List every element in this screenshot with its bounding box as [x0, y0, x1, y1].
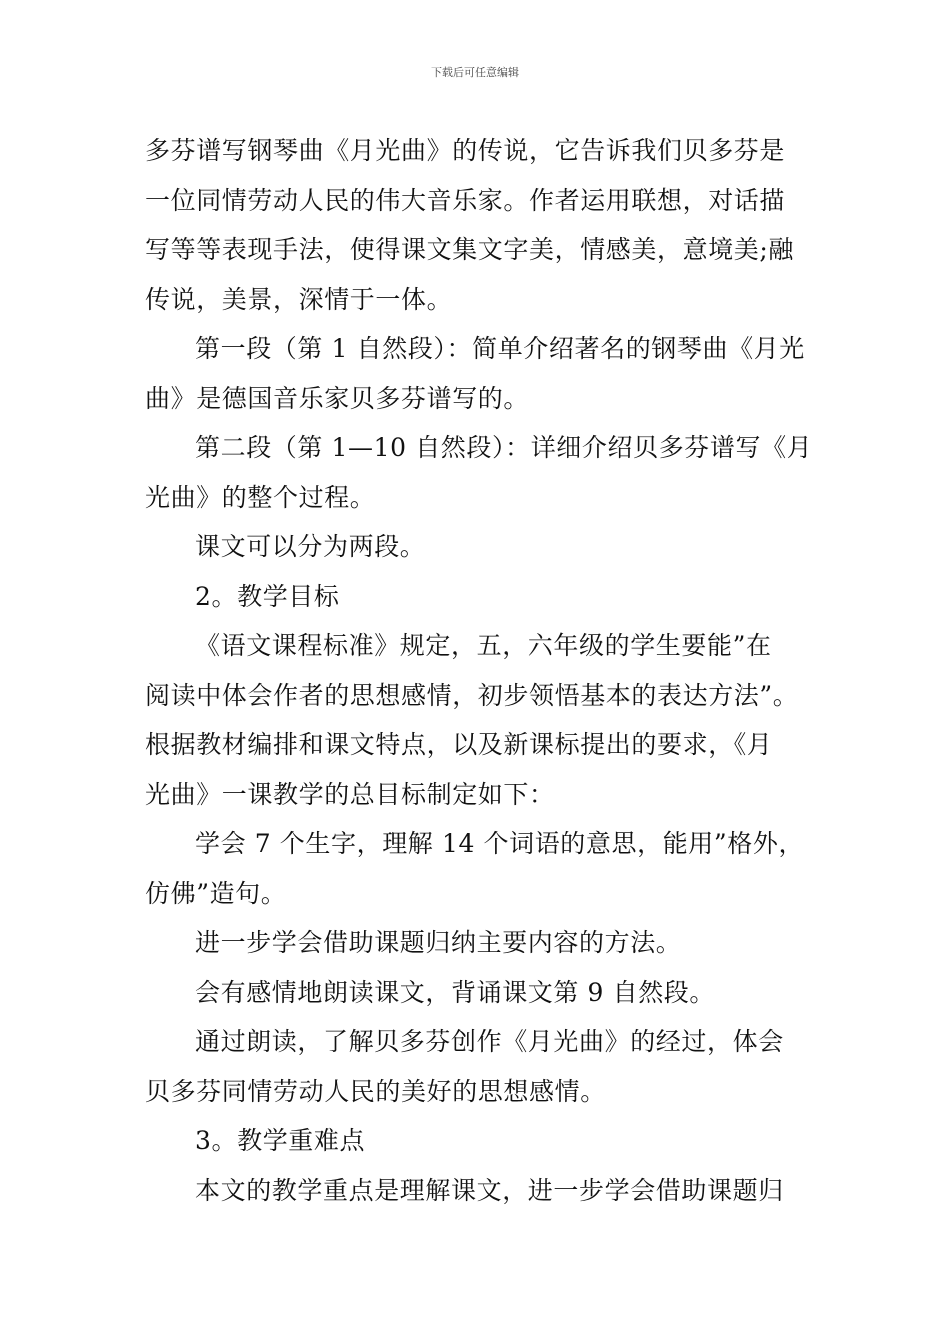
- text-line: 光曲》的整个过程。: [145, 482, 376, 512]
- text-line: 会有感情地朗读课文，背诵课文第 9 自然段。: [195, 977, 716, 1007]
- text-line: 通过朗读，了解贝多芬创作《月光曲》的经过，体会: [195, 1027, 784, 1056]
- text-line: 进一步学会借助课题归纳主要内容的方法。: [195, 928, 682, 957]
- text-line: 贝多芬同情劳动人民的美好的思想感情。: [145, 1076, 606, 1106]
- text-line: 光曲》一课教学的总目标制定如下：: [145, 779, 555, 809]
- text-line: 学会 7 个生字，理解 14 个词语的意思，能用”格外，: [195, 829, 805, 858]
- text-line: 第一段（第 1 自然段）：简单介绍著名的钢琴曲《月光: [195, 334, 805, 363]
- text-line: 阅读中体会作者的思想感情，初步领悟基本的表达方法”。: [145, 680, 799, 710]
- text-line: 3。教学重难点: [195, 1126, 366, 1155]
- text-line: 本文的教学重点是理解课文，进一步学会借助课题归: [195, 1175, 784, 1205]
- text-line: 根据教材编排和课文特点，以及新课标提出的要求，《月: [145, 730, 773, 759]
- text-line: 写等等表现手法，使得课文集文字美，情感美，意境美;融: [145, 235, 795, 264]
- text-line: 传说，美景，深情于一体。: [145, 284, 453, 314]
- text-line: 一位同情劳动人民的伟大音乐家。作者运用联想，对话描: [145, 185, 786, 215]
- text-line: 曲》是德国音乐家贝多芬谱写的。: [145, 383, 530, 413]
- text-line: 仿佛”造句。: [145, 878, 287, 908]
- document-body: [145, 126, 825, 1215]
- text-line: 2。教学目标: [195, 581, 340, 611]
- text-line: 课文可以分为两段。: [195, 532, 426, 561]
- text-line: 《语文课程标准》规定，五，六年级的学生要能”在: [195, 631, 772, 660]
- page-header-note: 下载后可任意编辑: [431, 66, 519, 79]
- text-line: 多芬谱写钢琴曲《月光曲》的传说，它告诉我们贝多芬是: [145, 136, 786, 165]
- text-line: 第二段（第 1—10 自然段）：详细介绍贝多芬谱写《月: [195, 433, 813, 462]
